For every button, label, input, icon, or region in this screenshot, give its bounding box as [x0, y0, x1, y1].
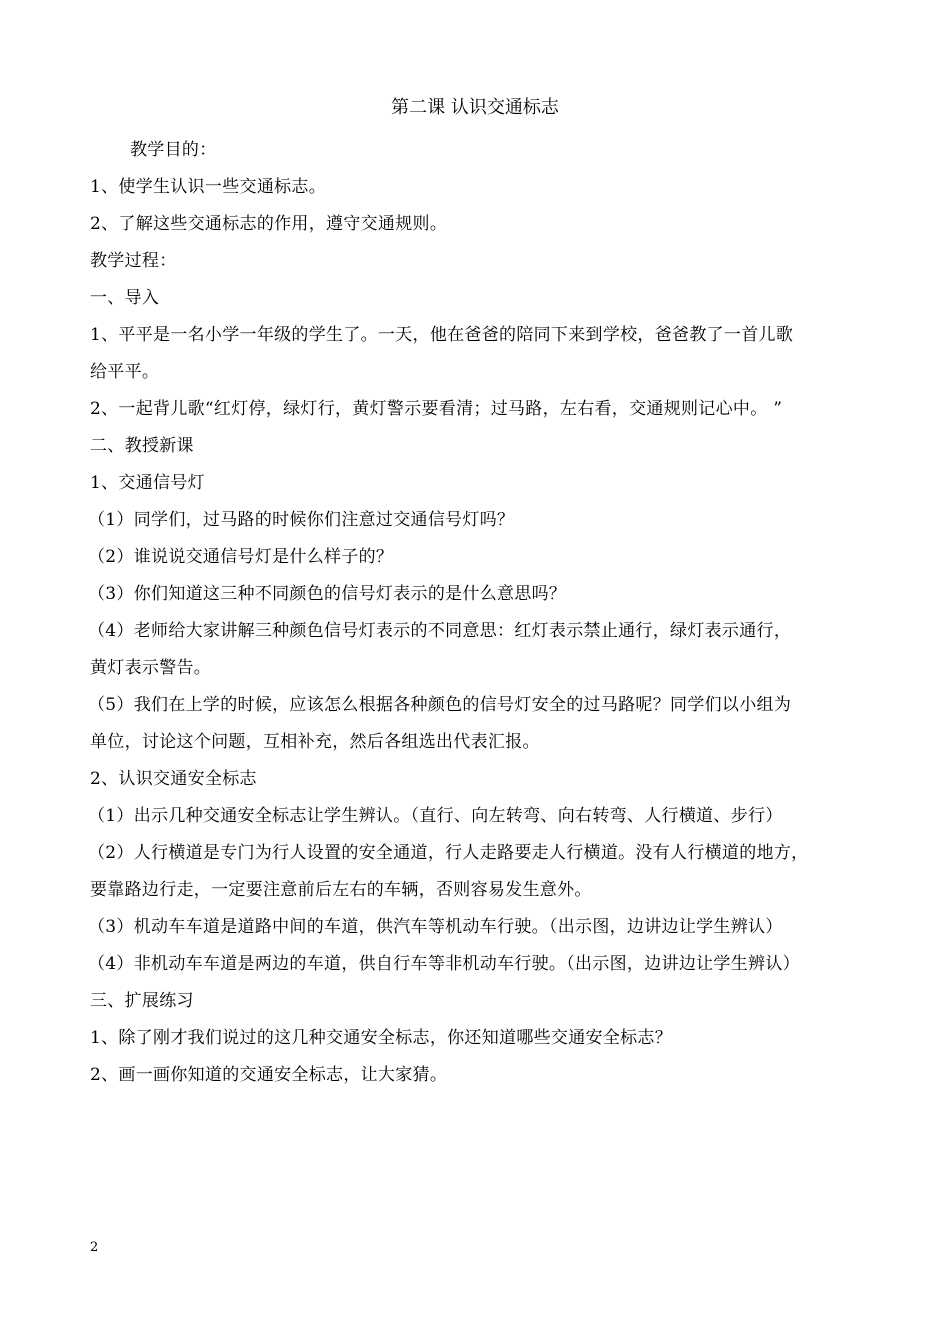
paragraph: （4）老师给大家讲解三种颜色信号灯表示的不同意思：红灯表示禁止通行，绿灯表示通行，: [88, 621, 792, 641]
paragraph: （5）我们在上学的时候，应该怎么根据各种颜色的信号灯安全的过马路呢？同学们以小组为: [88, 695, 792, 715]
section-heading-process: 教学过程：: [90, 251, 177, 271]
paragraph: 1、使学生认识一些交通标志。: [90, 177, 327, 197]
paragraph: （3）机动车车道是道路中间的车道，供汽车等机动车行驶。（出示图，边讲边让学生辨认）: [88, 917, 783, 937]
subheading-safety-signs: 2、认识交通安全标志: [90, 769, 257, 789]
section-heading-extension: 三、扩展练习: [90, 991, 194, 1011]
paragraph: （2）谁说说交通信号灯是什么样子的？: [88, 547, 394, 567]
section-heading-objectives: 教学目的：: [130, 140, 217, 160]
page-number: 2: [90, 1240, 99, 1255]
paragraph: 给平平。: [90, 362, 160, 382]
document-title: 第二课 认识交通标志: [391, 97, 559, 118]
paragraph: （1）同学们，过马路的时候你们注意过交通信号灯吗？: [88, 510, 515, 530]
paragraph: （2）人行横道是专门为行人设置的安全通道，行人走路要走人行横道。没有人行横道的地方，: [88, 843, 809, 863]
paragraph: （1）出示几种交通安全标志让学生辨认。（直行、向左转弯、向右转弯、人行横道、步行）: [88, 806, 783, 826]
paragraph: 1、平平是一名小学一年级的学生了。一天，他在爸爸的陪同下来到学校，爸爸教了一首儿歌: [90, 325, 794, 345]
paragraph: （3）你们知道这三种不同颜色的信号灯表示的是什么意思吗？: [88, 584, 567, 604]
section-heading-intro: 一、导入: [90, 288, 160, 308]
subheading-traffic-lights: 1、交通信号灯: [90, 473, 205, 493]
paragraph: 2、了解这些交通标志的作用，遵守交通规则。: [90, 214, 448, 234]
paragraph: 2、一起背儿歌“红灯停，绿灯行，黄灯警示要看清；过马路，左右看，交通规则记心中。 ”: [90, 399, 783, 419]
paragraph: 2、画一画你知道的交通安全标志，让大家猜。: [90, 1065, 448, 1085]
section-heading-new-lesson: 二、教授新课: [90, 436, 194, 456]
paragraph: 1、除了刚才我们说过的这几种交通安全标志，你还知道哪些交通安全标志？: [90, 1028, 673, 1048]
paragraph: 要靠路边行走，一定要注意前后左右的车辆，否则容易发生意外。: [90, 880, 592, 900]
document-body: [90, 132, 862, 1094]
paragraph: 黄灯表示警告。: [90, 658, 212, 678]
paragraph: （4）非机动车车道是两边的车道，供自行车等非机动车行驶。（出示图，边讲边让学生辨认）: [88, 954, 800, 974]
paragraph: 单位，讨论这个问题，互相补充，然后各组选出代表汇报。: [90, 732, 540, 752]
